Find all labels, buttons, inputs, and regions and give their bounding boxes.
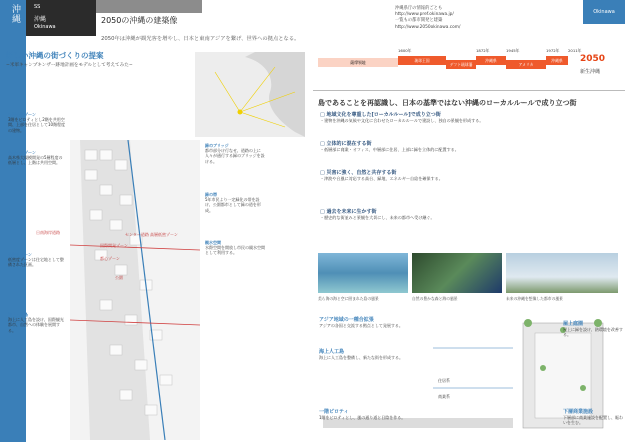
page-title: 2050の沖縄の建築像 bbox=[101, 16, 178, 25]
timeline-year: 1872年 bbox=[476, 48, 490, 53]
map-label: 国際開発ゾーン bbox=[100, 243, 128, 248]
diagram-note: 屋上庭園 屋上に緑を設け、熱環境を改善する。 bbox=[563, 321, 623, 338]
photo-future-city bbox=[506, 253, 618, 293]
timeline-segment: 琉球王国 bbox=[398, 56, 446, 65]
zone-low: 低密度ゾーン 低密度ゾーンは住宅地として整備された区画。 bbox=[8, 252, 64, 268]
timeline-year: 1945年 bbox=[506, 48, 520, 53]
photo-caption: 未来の沖縄を想像した都市の風景 bbox=[506, 296, 563, 301]
feature-item: □ 災害に強く、自然と共存する街 ・津波や台風に対応する高台、緑地、エネルギー自給を確保する。 bbox=[320, 170, 443, 182]
region-tag: Okinawa bbox=[583, 0, 625, 24]
timeline-end-year: 2050 bbox=[580, 54, 606, 64]
timeline-end-label: 新生沖縄 bbox=[580, 69, 601, 75]
header-gray-bar bbox=[96, 0, 202, 13]
map-label: センター道路 bbox=[125, 232, 149, 237]
section-subheading: −米軍キャンプキンザー跡地計画をモデルとして考えてみた− bbox=[6, 63, 133, 68]
map-label: 公園 bbox=[115, 275, 123, 280]
page-subtitle: 2050年は沖縄が観光客を増やし、日本と東南アジアを繋げ、世界への拠点となる。 bbox=[101, 36, 300, 42]
feature-item: □ 過去を未来に生かす街 ・歴史的な街並みと景観を大切にし、未来の都市へ受け継ぐ。 bbox=[320, 209, 435, 221]
timeline-segment: 沖縄県 bbox=[476, 56, 506, 65]
note-green-bridge: 緑のブリッジ 都市部分け行なせ、道路の上に人々が通行する緑のブリッジを設ける。 bbox=[205, 143, 265, 164]
diagram-note: アジア地域の一種合拡張 アジアの各国と交流する拠点として発展する。 bbox=[319, 317, 403, 329]
timeline-segment: 沖縄県 bbox=[546, 56, 568, 65]
header-place-ja: 沖縄 bbox=[34, 16, 47, 23]
map-label: 高層低密ゾーン bbox=[150, 232, 178, 237]
timeline-year: 2011年 bbox=[568, 48, 582, 53]
link-url[interactable]: http://www.pref.okinawa.jp/ bbox=[395, 12, 454, 18]
timeline-year: 1600年 bbox=[398, 48, 412, 53]
city-plan-map bbox=[70, 140, 200, 440]
right-heading: 島であることを再認識し、日本の基準ではない沖縄のローカルルールで成り立つ街 bbox=[318, 99, 577, 107]
diagram-note: 一階ピロティ 1階をピロティとし、風の通り道と日陰を作る。 bbox=[319, 409, 406, 421]
note-water-space: 親水空間 水際空間を開放し市民の親水空間として利用する。 bbox=[205, 240, 265, 256]
zone-high-low: 高層低密ゾーン 高木県大規模開発の5層程度の低層とし、上階は共用空間。 bbox=[8, 150, 63, 166]
zone-mid-low: 中層低密ゾーン 3階をピロティとし2階を共用空間、上部を住居として10階程度の建物。 bbox=[8, 112, 66, 133]
diagram-note: 海上人工島 海上に人工島を整備し、新たな街を形成する。 bbox=[319, 349, 403, 361]
history-timeline bbox=[318, 48, 618, 88]
photo-forest-sea bbox=[412, 253, 502, 293]
divider bbox=[313, 90, 625, 91]
photo-caption: 自然の豊かな森と海の風景 bbox=[412, 296, 458, 301]
section-heading: 新しい沖縄の街づくりの提案 bbox=[6, 51, 104, 60]
link-url[interactable]: http://www.2050okinawa.com/ bbox=[395, 24, 461, 30]
link-label: 沖縄県庁の情報的ごとも bbox=[395, 6, 443, 11]
header-badge bbox=[26, 0, 96, 36]
building-section-diagram bbox=[313, 318, 625, 442]
sidebar-label: 沖縄 bbox=[10, 4, 20, 24]
reference-links bbox=[395, 6, 575, 31]
link-label: 一覧もの都市開発と建築 bbox=[395, 18, 443, 24]
note-green-belt: 緑の帯 5年市民より一定緑化の帯を設け、公園都市として緑の道を形成。 bbox=[205, 192, 261, 213]
diagram-label: 住居系 bbox=[438, 378, 450, 383]
photo-caption: 美ら海の海と空に囲まれた島の風景 bbox=[318, 296, 379, 301]
timeline-segment: 薩摩領地 bbox=[318, 58, 398, 67]
photo-island bbox=[318, 253, 408, 293]
timeline-year: 1972年 bbox=[546, 48, 560, 53]
map-label: 都心ゾーン bbox=[100, 256, 120, 261]
region-map bbox=[195, 52, 305, 137]
timeline-segment: アメリカ bbox=[506, 60, 546, 69]
feature-item: □ 立体的に混在する街 ・低層部に商業・オフィス、中層部に住居、上部に緑を立体的に配置する。 bbox=[320, 141, 459, 153]
feature-item: □ 地域文化を尊重した[ローカルルール]で成り立つ街 ・建物を沖縄の気候や文化に合わせたローカルルールで建設し、独自の景観を形成する。 bbox=[320, 112, 484, 124]
diagram-note: 下層商業施設 下層部に商業施設を配置し、賑わいを生む。 bbox=[563, 409, 623, 426]
header-place-en: Okinawa bbox=[34, 24, 56, 30]
zone-island: 海上人工島 海上に人工島を設け、国際観光都市、自然への体験を展開する。 bbox=[8, 312, 64, 333]
timeline-segment: デフト琉球藩 bbox=[446, 60, 476, 69]
header-code: SS bbox=[34, 4, 41, 10]
diagram-label: 商業系 bbox=[438, 394, 450, 399]
map-label: 日南海岸道路 bbox=[36, 230, 60, 235]
